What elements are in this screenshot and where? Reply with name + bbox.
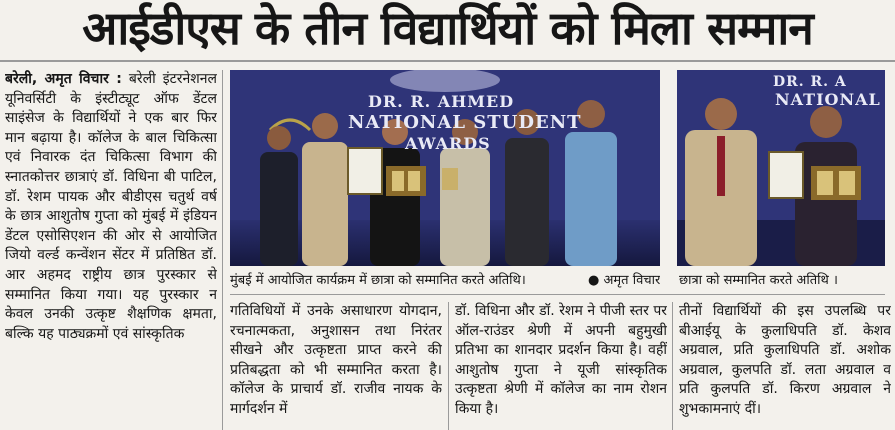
column-divider (672, 302, 673, 430)
dateline: बरेली, अमृत विचार : (5, 71, 122, 87)
column-divider (222, 70, 223, 430)
caption-rule (230, 294, 885, 295)
award-photo-main (230, 70, 660, 266)
banner-line-2: NATIONAL STUDENT (348, 112, 582, 133)
headline: आईडीएस के तीन विद्यार्थियों को मिला सम्मान (82, 1, 813, 55)
photo-credit: ● अमृत विचार (588, 273, 660, 288)
article-column-4: तीनों विद्यार्थियों की इस उपलब्धि पर बीआईयू के कुलाधिपति डॉ. केशव अग्रवाल, प्रति कुलाधिपति डॉ. अशोक अग्रवाल, कुलपति डॉ. लता अग्रवाल व प्रति कुलपति डॉ. किरण अग्रवाल ने शुभकामनाएं दीं। (679, 303, 891, 417)
article-column-2: गतिविधियों में उनके असाधारण योगदान, रचनात्मकता, अनुशासन तथा निरंतर सीखने और उत्कृष्टता प्राप्त करने की प्रतिबद्धता को भी सम्मानित करता है। कॉलेज के प्राचार्य डॉ. राजीव नायक के मार्गदर्शन में (230, 303, 442, 417)
article-column-1 (5, 70, 217, 430)
side-banner-line-2: NATIONAL (775, 90, 881, 109)
photo-caption-main: मुंबई में आयोजित कार्यक्रम में छात्रा को सम्मानित करते अतिथि। (230, 273, 526, 288)
column-divider (448, 302, 449, 430)
article-column-3: डॉ. विधिना और डॉ. रेशम ने पीजी स्तर पर ऑल-राउंडर श्रेणी में अपनी बहुमुखी प्रतिभा का शानदार प्रदर्शन किया है। वहीं आशुतोष गुप्ता ने यूजी सांस्कृतिक उत्कृष्टता श्रेणी में कॉलेज का नाम रोशन किया है। (455, 303, 667, 417)
side-banner-line-1: DR. R. A (773, 74, 847, 90)
headline-rule (0, 60, 895, 62)
article-text-1: बरेली इंटरनेशनल यूनिवर्सिटी के इंस्टीट्यूट ऑफ डेंटल साइंसेज के विद्यार्थियों ने एक बार फिर मान बढ़ाया है। कॉलेज के बाल चिकित्सा एवं निवारक दंत चिकित्सा विभाग की स्नातकोत्तर छात्राएं डॉ. विधिना बी पाटिल, डॉ. रेशम पायक और बीडीएस चतुर्थ वर्ष के छात्र आशुतोष गुप्ता को मुंबई में इंडियन डेंटल एसोसिएशन की ओर से आयोजित जियो वर्ल्ड कन्वेंशन सेंटर में प्रतिष्ठित डॉ. आर अहमद राष्ट्रीय छात्र पुरस्कार से सम्मानित किया गया। यह पुरस्कार न केवल उनकी उत्कृष्ट शैक्षणिक क्षमता, बल्कि यह पाठ्यक्रमों एवं सांस्कृतिक (5, 71, 217, 342)
award-photo-side (677, 70, 885, 266)
banner-line-3: AWARDS (405, 134, 491, 153)
photo-caption-side: छात्रा को सम्मानित करते अतिथि । (679, 273, 838, 288)
banner-line-1: DR. R. AHMED (368, 92, 515, 111)
